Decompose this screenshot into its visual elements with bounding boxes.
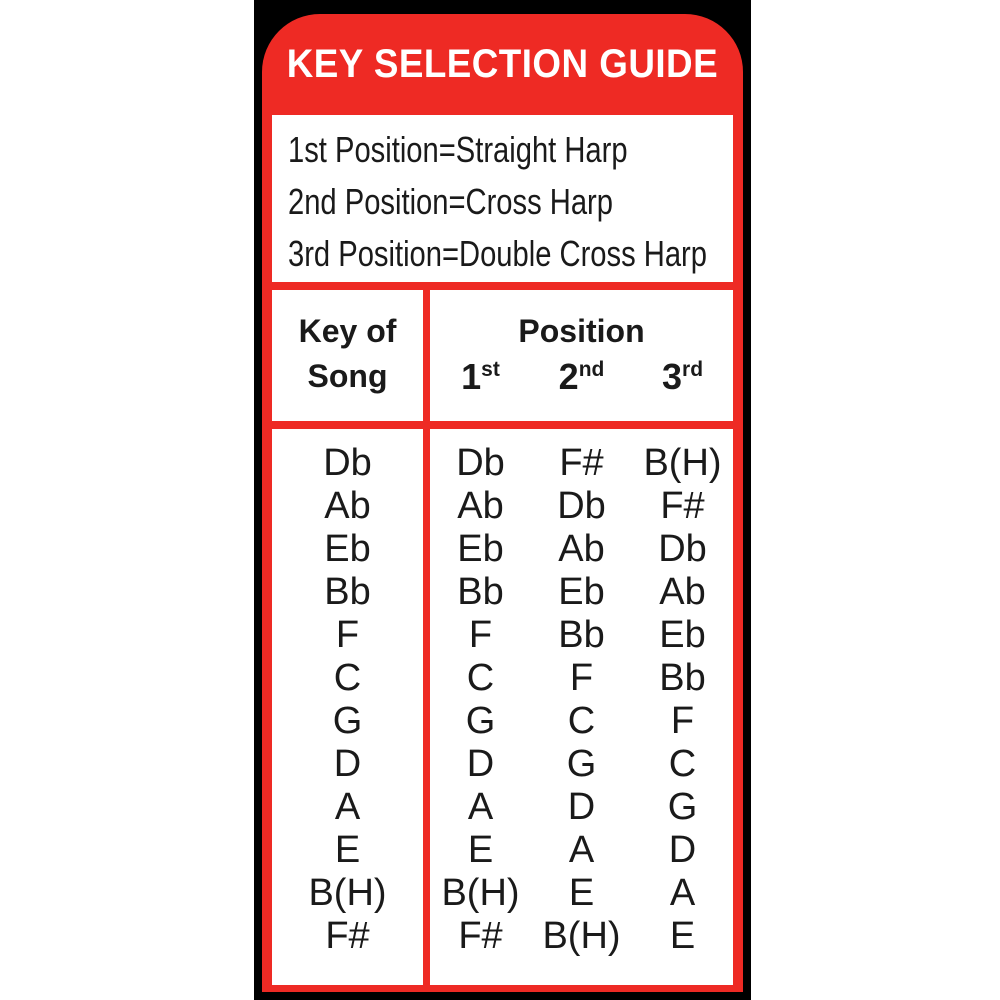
position-cell: Ab <box>558 528 605 570</box>
position-row <box>430 915 733 958</box>
position-cell: Bb <box>457 571 504 613</box>
key-of-song-header-line1: Key of <box>298 313 397 349</box>
position-cell: F# <box>458 915 503 957</box>
position-cell: A <box>568 829 595 871</box>
position-cell: B(H) <box>542 915 621 957</box>
ordinal-3rd-suffix: rd <box>682 358 704 381</box>
legend-line-1st-position: 1st Position=Straight Harp <box>288 129 628 170</box>
key-cell: Db <box>323 442 372 484</box>
key-cell: E <box>334 829 361 871</box>
key-cell: F# <box>325 915 370 957</box>
position-cell: C <box>567 700 596 742</box>
position-cell: G <box>465 700 496 742</box>
position-row <box>430 571 733 614</box>
position-cell: E <box>568 872 595 914</box>
position-cell: F <box>468 614 493 656</box>
position-cell: G <box>566 743 597 785</box>
ordinal-2nd <box>531 354 632 399</box>
position-legend-box <box>272 115 733 282</box>
legend-line-3rd-position: 3rd Position=Double Cross Harp <box>288 233 707 274</box>
position-row <box>430 485 733 528</box>
position-header-title: Position <box>518 313 645 349</box>
card-header <box>272 14 733 115</box>
position-cell: A <box>467 786 494 828</box>
ordinal-1st-suffix: st <box>481 358 500 381</box>
ordinal-1st-number: 1 <box>461 356 482 397</box>
key-of-song-header <box>272 290 423 421</box>
position-cell: Db <box>456 442 505 484</box>
position-cell: F# <box>559 442 604 484</box>
ordinal-1st <box>430 354 531 399</box>
table-body <box>272 429 733 985</box>
position-cell: F# <box>660 485 705 527</box>
position-cell: Ab <box>659 571 706 613</box>
ordinal-2nd-number: 2 <box>558 356 579 397</box>
position-cell: Eb <box>457 528 504 570</box>
key-selection-guide-card <box>262 14 743 992</box>
position-cell: E <box>669 915 696 957</box>
position-cell: Bb <box>659 657 706 699</box>
position-columns <box>430 429 733 985</box>
position-cell: C <box>668 743 697 785</box>
position-row <box>430 657 733 700</box>
position-row <box>430 528 733 571</box>
page-title: KEY SELECTION GUIDE <box>286 42 719 86</box>
position-row <box>430 442 733 485</box>
position-cell: G <box>667 786 698 828</box>
position-header <box>430 290 733 421</box>
position-cell: Db <box>658 528 707 570</box>
position-row <box>430 743 733 786</box>
key-of-song-column <box>272 429 423 985</box>
position-cell: A <box>669 872 696 914</box>
table-header-row <box>272 290 733 421</box>
position-cell: F <box>670 700 695 742</box>
key-cell: A <box>334 786 361 828</box>
position-cell: Eb <box>659 614 706 656</box>
key-cell: B(H) <box>308 872 387 914</box>
key-of-song-header-line2: Song <box>307 358 388 394</box>
ordinal-2nd-suffix: nd <box>578 358 605 381</box>
position-cell: D <box>668 829 697 871</box>
key-cell: G <box>332 700 363 742</box>
ordinal-3rd <box>632 354 733 399</box>
position-cell: D <box>567 786 596 828</box>
position-cell: Ab <box>457 485 504 527</box>
position-cell: Db <box>557 485 606 527</box>
position-cell: B(H) <box>441 872 520 914</box>
key-cell: F <box>335 614 360 656</box>
ordinal-3rd-number: 3 <box>661 356 683 397</box>
position-cell: Bb <box>558 614 605 656</box>
key-cell: Eb <box>324 528 371 570</box>
key-cell: D <box>333 743 362 785</box>
position-row <box>430 872 733 915</box>
position-cell: D <box>466 743 495 785</box>
position-ordinals-row <box>430 354 733 399</box>
position-row <box>430 614 733 657</box>
position-row <box>430 786 733 829</box>
position-cell: E <box>467 829 494 871</box>
legend-line-2nd-position: 2nd Position=Cross Harp <box>288 181 613 222</box>
key-cell: C <box>333 657 362 699</box>
position-cell: Eb <box>558 571 605 613</box>
key-cell: Bb <box>324 571 371 613</box>
position-cell: F <box>569 657 594 699</box>
key-cell: Ab <box>324 485 371 527</box>
position-cell: B(H) <box>643 442 722 484</box>
position-cell: C <box>466 657 495 699</box>
position-row <box>430 700 733 743</box>
position-row <box>430 829 733 872</box>
